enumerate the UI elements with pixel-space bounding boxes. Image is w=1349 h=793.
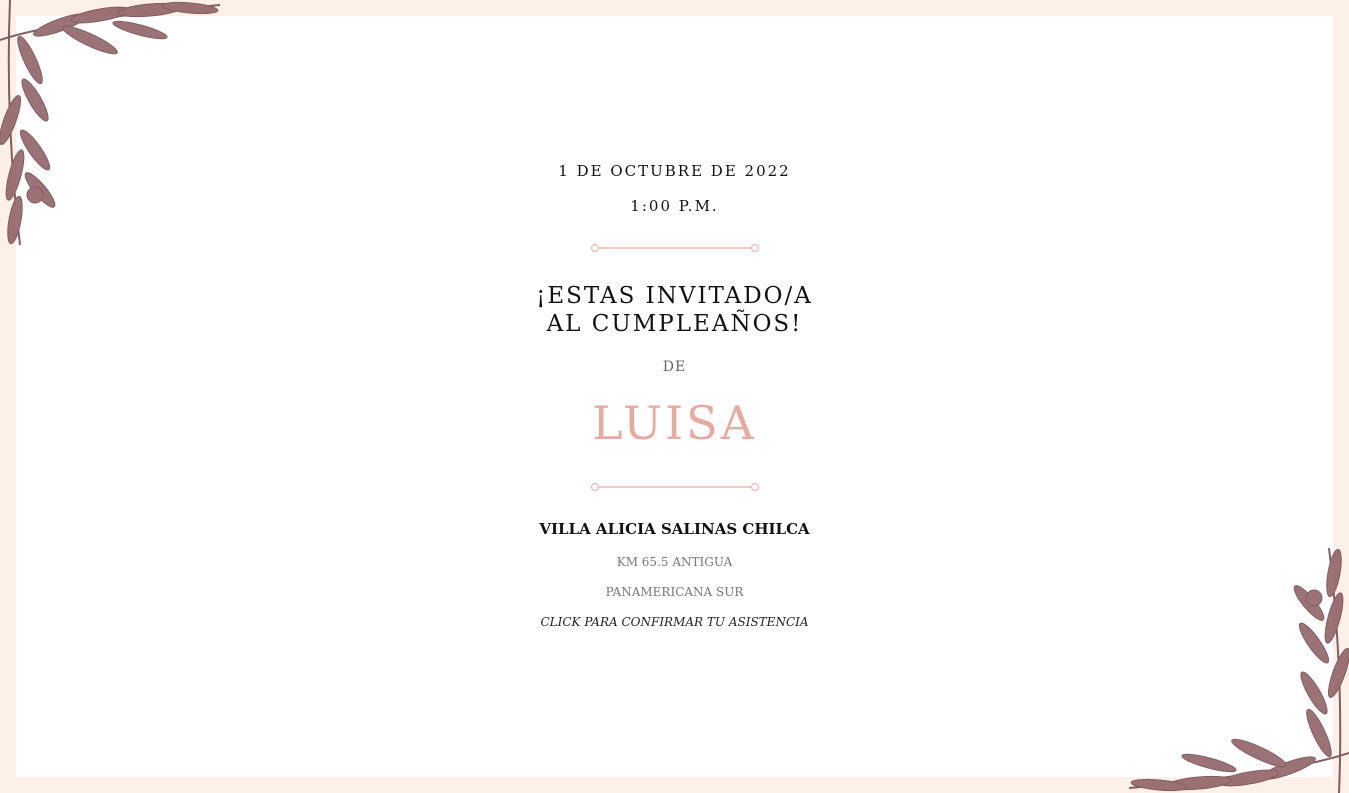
event-date: 1 DE OCTUBRE DE 2022 <box>558 162 791 180</box>
event-time: 1:00 P.M. <box>630 197 719 215</box>
invitation-headline <box>0 282 1349 338</box>
rsvp-container <box>0 615 1349 629</box>
rsvp-link[interactable]: CLICK PARA CONFIRMAR TU ASISTENCIA <box>540 615 809 629</box>
divider <box>590 243 760 253</box>
address-line-2: PANAMERICANA SUR <box>605 585 744 599</box>
headline-line-2: AL CUMPLEAÑOS! <box>546 311 803 337</box>
venue-name: VILLA ALICIA SALINAS CHILCA <box>539 520 810 538</box>
divider <box>590 482 760 492</box>
address-line-1: KM 65.5 ANTIGUA <box>616 555 733 569</box>
connector-text: DE <box>662 359 687 375</box>
celebrant-name: LUISA <box>592 396 757 450</box>
headline-line-1: ¡ESTAS INVITADO/A <box>536 283 813 309</box>
